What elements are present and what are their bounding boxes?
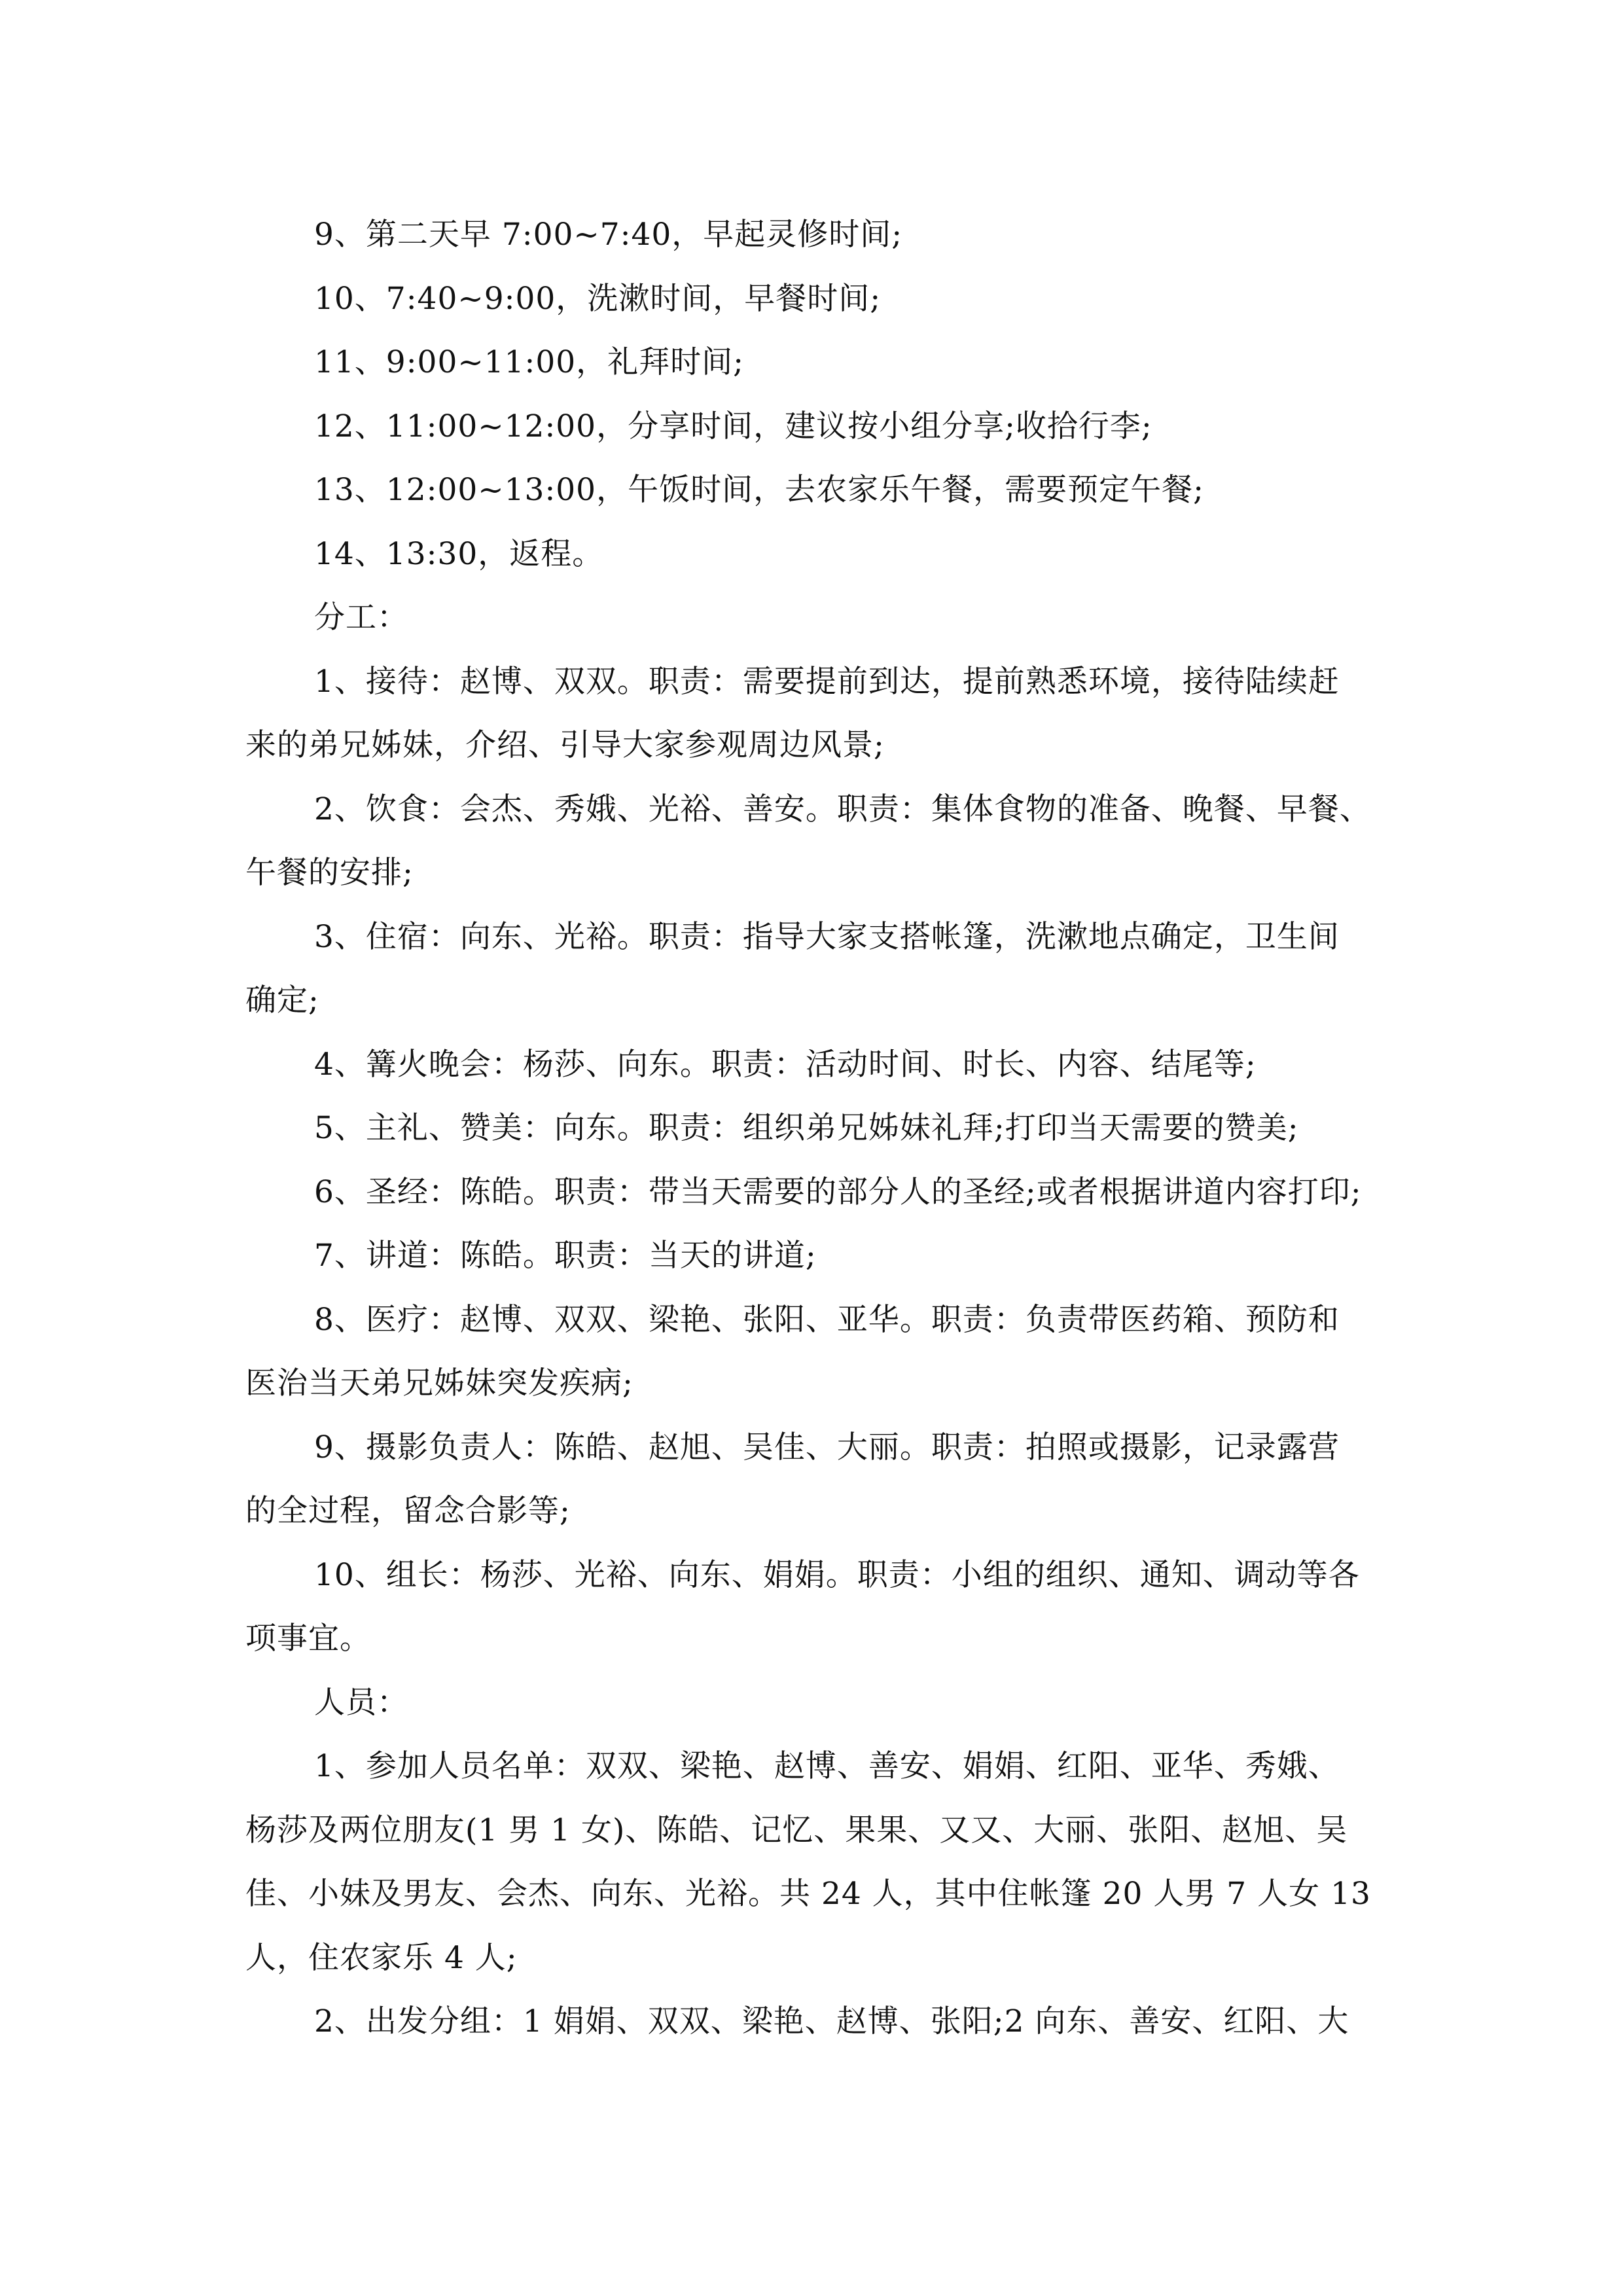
division-item-medical-cont: 医治当天弟兄姊妹突发疾病;	[245, 1365, 633, 1401]
personnel-item-participants-cont: 人，住农家乐 4 人;	[245, 1939, 518, 1976]
schedule-item: 9、第二天早 7:00~7:40，早起灵修时间;	[314, 217, 903, 253]
division-item-bonfire: 4、篝火晚会：杨莎、向东。职责：活动时间、时长、内容、结尾等;	[314, 1046, 1257, 1083]
division-item-medical: 8、医疗：赵博、双双、梁艳、张阳、亚华。职责：负责带医药箱、预防和	[314, 1301, 1340, 1338]
division-item-photography: 9、摄影负责人：陈皓、赵旭、吴佳、大丽。职责：拍照或摄影，记录露营	[314, 1429, 1340, 1465]
personnel-item-participants-cont: 佳、小妹及男友、会杰、向东、光裕。共 24 人，其中住帐篷 20 人男 7 人女 13	[245, 1876, 1371, 1912]
division-item-lodging: 3、住宿：向东、光裕。职责：指导大家支搭帐篷，洗漱地点确定，卫生间	[314, 918, 1340, 955]
division-item-lodging-cont: 确定;	[245, 982, 319, 1018]
schedule-item: 12、11:00~12:00，分享时间，建议按小组分享;收拾行李;	[314, 408, 1152, 444]
personnel-item-groups: 2、出发分组：1 娟娟、双双、梁艳、赵博、张阳;2 向东、善安、红阳、大	[314, 2003, 1349, 2039]
schedule-item: 11、9:00~11:00，礼拜时间;	[314, 344, 745, 380]
division-item-group-leaders-cont: 项事宜。	[245, 1621, 371, 1657]
division-item-group-leaders: 10、组长：杨莎、光裕、向东、娟娟。职责：小组的组织、通知、调动等各	[314, 1556, 1360, 1593]
division-item-reception-cont: 来的弟兄姊妹，介绍、引导大家参观周边风景;	[245, 727, 885, 763]
division-item-sermon: 7、讲道：陈皓。职责：当天的讲道;	[314, 1238, 817, 1274]
personnel-item-participants-cont: 杨莎及两位朋友(1 男 1 女)、陈皓、记忆、果果、又又、大丽、张阳、赵旭、吴	[245, 1812, 1348, 1848]
schedule-item: 13、12:00~13:00，午饭时间，去农家乐午餐，需要预定午餐;	[314, 472, 1204, 508]
personnel-item-participants: 1、参加人员名单：双双、梁艳、赵博、善安、娟娟、红阳、亚华、秀娥、	[314, 1748, 1340, 1784]
division-item-catering: 2、饮食：会杰、秀娥、光裕、善安。职责：集体食物的准备、晚餐、早餐、	[314, 791, 1371, 827]
division-item-photography-cont: 的全过程，留念合影等;	[245, 1493, 571, 1529]
personnel-heading: 人员：	[314, 1684, 408, 1721]
division-item-bible: 6、圣经：陈皓。职责：带当天需要的部分人的圣经;或者根据讲道内容打印;	[314, 1174, 1362, 1210]
document-page	[245, 203, 1384, 2054]
schedule-item: 14、13:30，返程。	[314, 535, 604, 572]
division-item-reception: 1、接待：赵博、双双。职责：需要提前到达，提前熟悉环境，接待陆续赶	[314, 663, 1340, 700]
schedule-item: 10、7:40~9:00，洗漱时间，早餐时间;	[314, 280, 882, 317]
division-item-catering-cont: 午餐的安排;	[245, 855, 414, 891]
division-item-worship: 5、主礼、赞美：向东。职责：组织弟兄姊妹礼拜;打印当天需要的赞美;	[314, 1110, 1299, 1146]
division-heading: 分工：	[314, 600, 408, 636]
